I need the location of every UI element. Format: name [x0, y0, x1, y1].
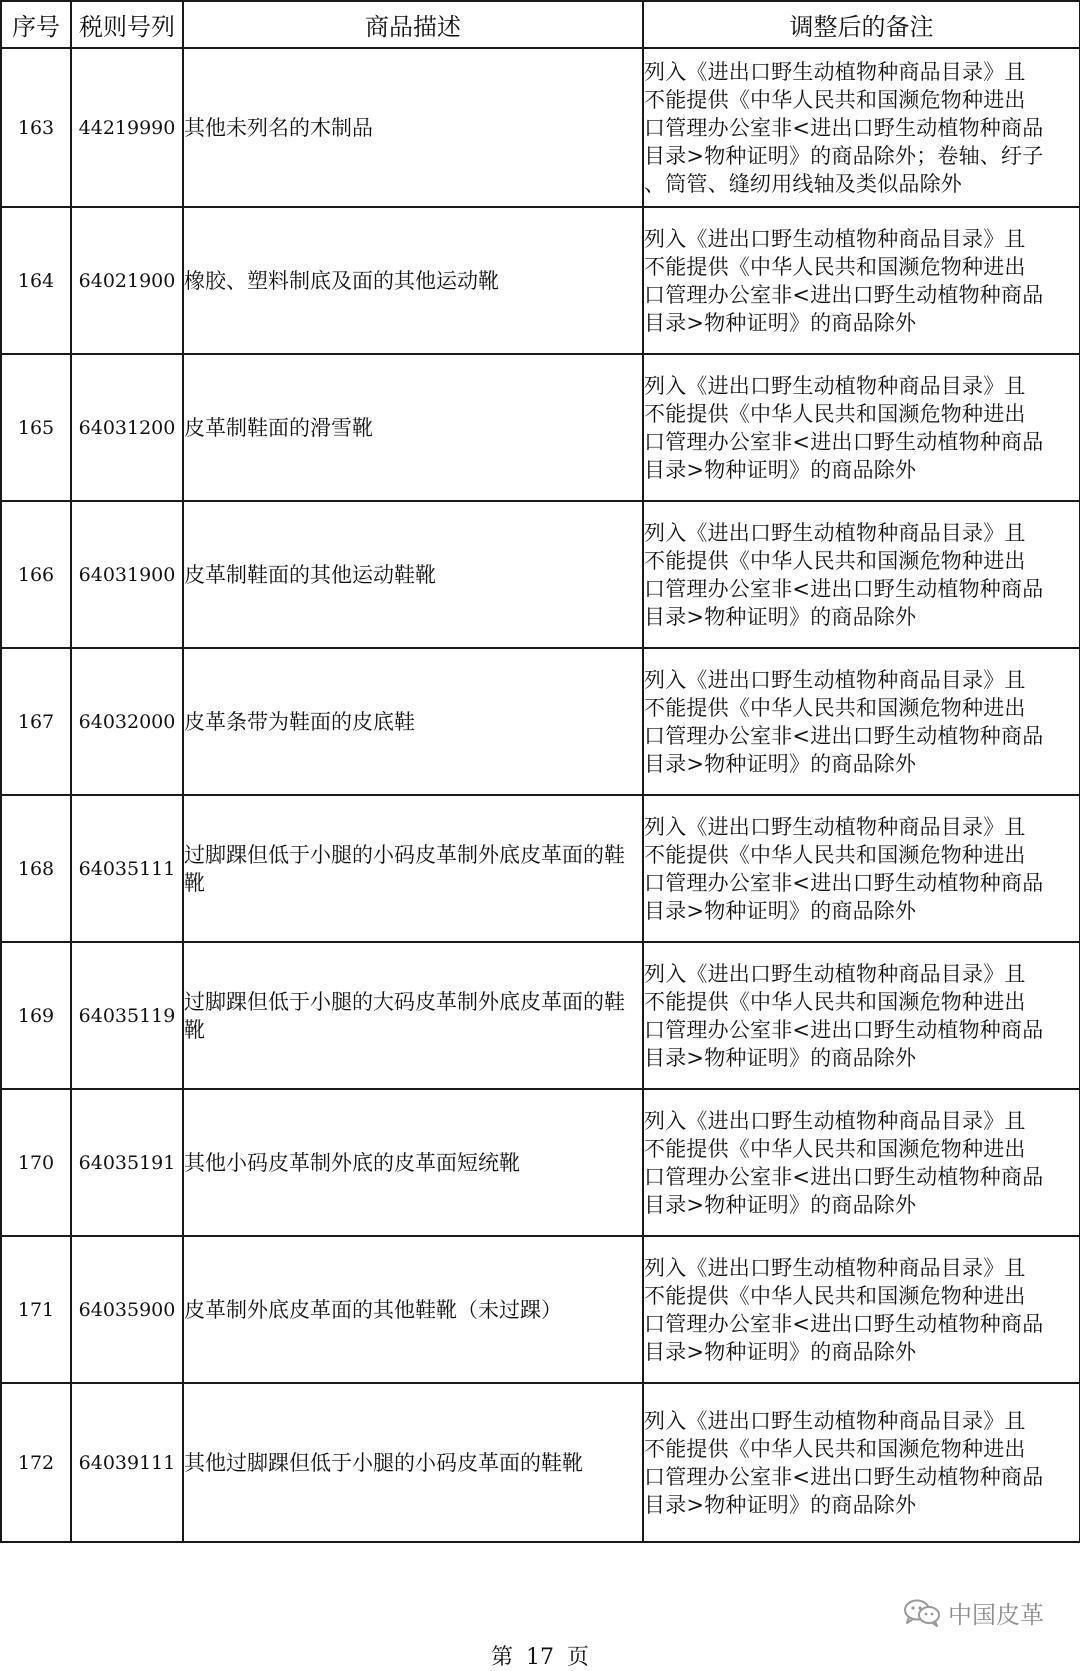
header-seq: 序号 [1, 1, 71, 48]
note-line: 列入《进出口野生动植物种商品目录》且 [644, 1108, 1026, 1133]
note-line: 口管理办公室非<进出口野生动植物种商品 [644, 723, 1044, 748]
row-description: 皮革制外底皮革面的其他鞋靴（未过踝） [183, 1236, 643, 1383]
table-row [1, 354, 1080, 501]
row-seq: 168 [1, 795, 71, 942]
row-note [643, 1236, 1080, 1383]
note-line: 目录>物种证明》的商品除外 [644, 1045, 917, 1070]
note-line: 不能提供《中华人民共和国濒危物种进出 [644, 548, 1026, 573]
note-line: 目录>物种证明》的商品除外 [644, 310, 917, 335]
row-seq: 170 [1, 1089, 71, 1236]
row-note [643, 354, 1080, 501]
note-line: 目录>物种证明》的商品除外 [644, 1492, 917, 1517]
note-line: 口管理办公室非<进出口野生动植物种商品 [644, 282, 1044, 307]
watermark-text: 中国皮革 [948, 1601, 1044, 1629]
row-seq: 169 [1, 942, 71, 1089]
table-row [1, 648, 1080, 795]
note-line: 不能提供《中华人民共和国濒危物种进出 [644, 1136, 1026, 1161]
row-note [643, 1383, 1080, 1542]
row-description: 皮革制鞋面的滑雪靴 [183, 354, 643, 501]
row-seq: 171 [1, 1236, 71, 1383]
note-line: 目录>物种证明》的商品除外 [644, 898, 917, 923]
header-code: 税则号列 [71, 1, 183, 48]
row-tariff-code: 44219990 [71, 48, 183, 207]
note-line: 口管理办公室非<进出口野生动植物种商品 [644, 115, 1044, 140]
note-line: 目录>物种证明》的商品除外 [644, 604, 917, 629]
note-line: 不能提供《中华人民共和国濒危物种进出 [644, 254, 1026, 279]
row-tariff-code: 64021900 [71, 207, 183, 354]
table-row [1, 1089, 1080, 1236]
row-seq: 172 [1, 1383, 71, 1542]
note-line: 不能提供《中华人民共和国濒危物种进出 [644, 87, 1026, 112]
note-line: 不能提供《中华人民共和国濒危物种进出 [644, 401, 1026, 426]
note-line: 口管理办公室非<进出口野生动植物种商品 [644, 1017, 1044, 1042]
note-line: 不能提供《中华人民共和国濒危物种进出 [644, 1436, 1026, 1461]
note-line: 列入《进出口野生动植物种商品目录》且 [644, 1255, 1026, 1280]
row-description: 皮革制鞋面的其他运动鞋靴 [183, 501, 643, 648]
row-note [643, 648, 1080, 795]
table-row [1, 207, 1080, 354]
table-row [1, 1383, 1080, 1542]
table-header-row [1, 1, 1080, 48]
row-seq: 165 [1, 354, 71, 501]
row-note [643, 942, 1080, 1089]
note-line: 不能提供《中华人民共和国濒危物种进出 [644, 695, 1026, 720]
row-seq: 167 [1, 648, 71, 795]
row-note [643, 207, 1080, 354]
row-tariff-code: 64032000 [71, 648, 183, 795]
row-tariff-code: 64035191 [71, 1089, 183, 1236]
table-row [1, 942, 1080, 1089]
row-tariff-code: 64035111 [71, 795, 183, 942]
note-line: 列入《进出口野生动植物种商品目录》且 [644, 59, 1026, 84]
note-line: 目录>物种证明》的商品除外；卷轴、纡子 [644, 143, 1044, 168]
note-line: 、筒管、缝纫用线轴及类似品除外 [644, 171, 962, 196]
note-line: 列入《进出口野生动植物种商品目录》且 [644, 814, 1026, 839]
note-line: 列入《进出口野生动植物种商品目录》且 [644, 667, 1026, 692]
row-tariff-code: 64031900 [71, 501, 183, 648]
note-line: 不能提供《中华人民共和国濒危物种进出 [644, 989, 1026, 1014]
row-description: 过脚踝但低于小腿的大码皮革制外底皮革面的鞋靴 [183, 942, 643, 1089]
row-tariff-code: 64031200 [71, 354, 183, 501]
header-desc: 商品描述 [183, 1, 643, 48]
row-tariff-code: 64039111 [71, 1383, 183, 1542]
note-line: 目录>物种证明》的商品除外 [644, 751, 917, 776]
wechat-icon [902, 1598, 942, 1628]
note-line: 目录>物种证明》的商品除外 [644, 457, 917, 482]
row-description: 其他小码皮革制外底的皮革面短统靴 [183, 1089, 643, 1236]
note-line: 口管理办公室非<进出口野生动植物种商品 [644, 429, 1044, 454]
table-row [1, 48, 1080, 207]
note-line: 列入《进出口野生动植物种商品目录》且 [644, 520, 1026, 545]
table-row [1, 501, 1080, 648]
row-description: 过脚踝但低于小腿的小码皮革制外底皮革面的鞋靴 [183, 795, 643, 942]
row-description: 其他过脚踝但低于小腿的小码皮革面的鞋靴 [183, 1383, 643, 1542]
table-body [1, 48, 1080, 1542]
row-description: 其他未列名的木制品 [183, 48, 643, 207]
note-line: 目录>物种证明》的商品除外 [644, 1192, 917, 1217]
note-line: 口管理办公室非<进出口野生动植物种商品 [644, 1311, 1044, 1336]
row-seq: 164 [1, 207, 71, 354]
row-tariff-code: 64035900 [71, 1236, 183, 1383]
row-note [643, 1089, 1080, 1236]
row-description: 皮革条带为鞋面的皮底鞋 [183, 648, 643, 795]
note-line: 口管理办公室非<进出口野生动植物种商品 [644, 1464, 1044, 1489]
row-tariff-code: 64035119 [71, 942, 183, 1089]
note-line: 口管理办公室非<进出口野生动植物种商品 [644, 576, 1044, 601]
note-line: 列入《进出口野生动植物种商品目录》且 [644, 961, 1026, 986]
note-line: 列入《进出口野生动植物种商品目录》且 [644, 226, 1026, 251]
watermark-brand [902, 1595, 1044, 1630]
note-line: 不能提供《中华人民共和国濒危物种进出 [644, 1283, 1026, 1308]
table-row [1, 1236, 1080, 1383]
header-note: 调整后的备注 [643, 1, 1080, 48]
note-line: 目录>物种证明》的商品除外 [644, 1339, 917, 1364]
row-note [643, 501, 1080, 648]
row-seq: 163 [1, 48, 71, 207]
note-line: 列入《进出口野生动植物种商品目录》且 [644, 373, 1026, 398]
table-row [1, 795, 1080, 942]
note-line: 口管理办公室非<进出口野生动植物种商品 [644, 1164, 1044, 1189]
row-note [643, 795, 1080, 942]
note-line: 口管理办公室非<进出口野生动植物种商品 [644, 870, 1044, 895]
page-number: 第 17 页 [491, 1645, 589, 1670]
row-description: 橡胶、塑料制底及面的其他运动靴 [183, 207, 643, 354]
note-line: 列入《进出口野生动植物种商品目录》且 [644, 1408, 1026, 1433]
row-note [643, 48, 1080, 207]
row-seq: 166 [1, 501, 71, 648]
note-line: 不能提供《中华人民共和国濒危物种进出 [644, 842, 1026, 867]
